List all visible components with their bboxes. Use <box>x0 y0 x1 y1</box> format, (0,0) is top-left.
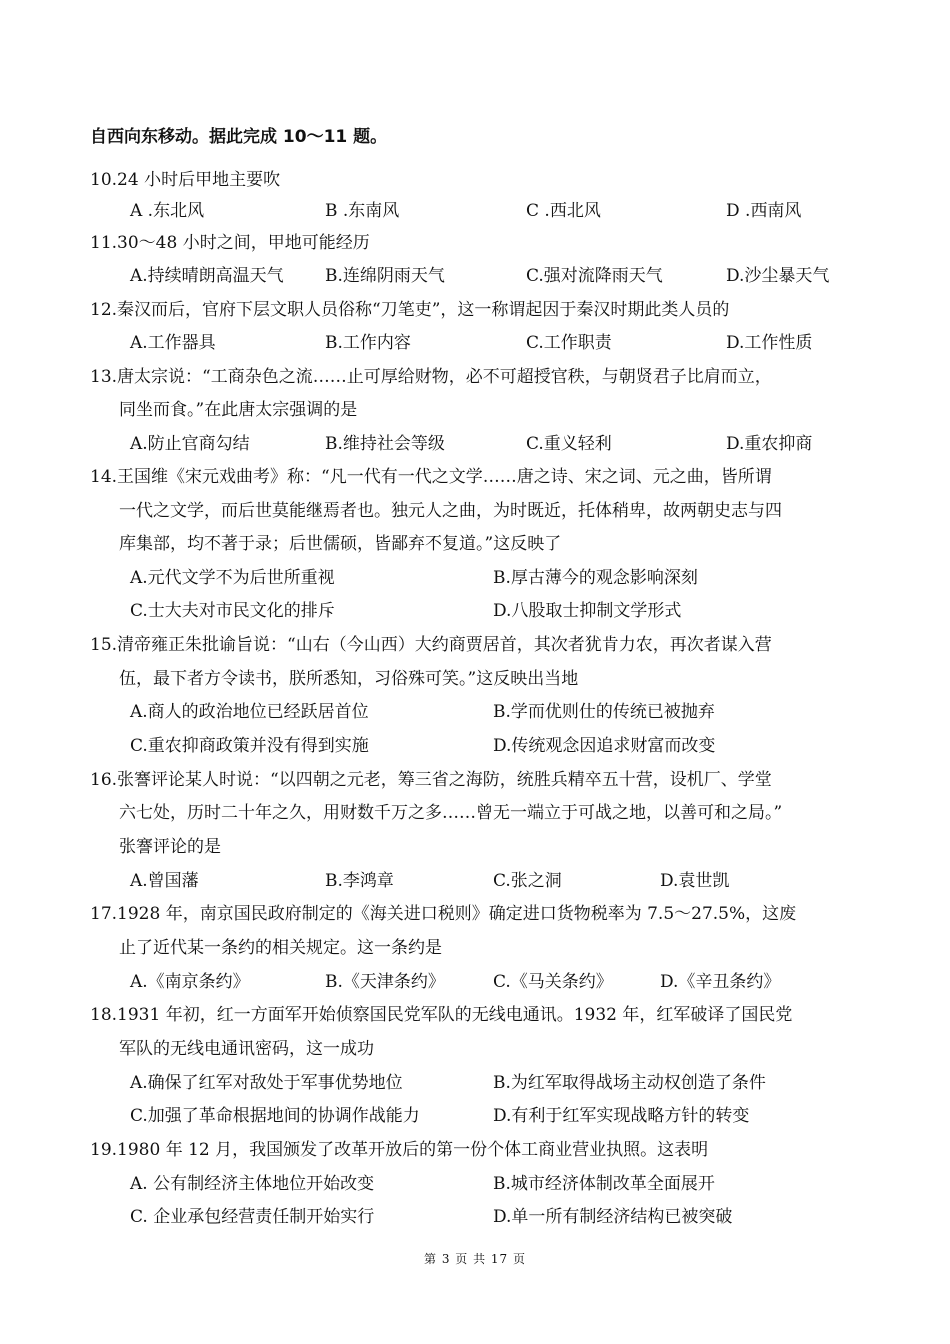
question-17-stem-line-2: 止了近代某一条约的相关规定。这一条约是 <box>119 938 442 958</box>
q10-option-c: C .西北风 <box>526 201 601 221</box>
question-19-stem: 19.1980 年 12 月，我国颁发了改革开放后的第一份个体工商业营业执照。这表明 <box>90 1140 709 1160</box>
q17-option-a: A.《南京条约》 <box>130 972 250 992</box>
q18-option-d: D.有利于红军实现战略方针的转变 <box>493 1106 750 1126</box>
q12-option-c: C.工作职责 <box>526 333 612 353</box>
q19-option-a: A. 公有制经济主体地位开始改变 <box>130 1174 375 1194</box>
question-10-stem: 10.24 小时后甲地主要吹 <box>90 170 281 190</box>
question-18-stem-line-1: 18.1931 年初，红一方面军开始侦察国民党军队的无线电通讯。1932 年，红军破译了国民党 <box>90 1005 793 1025</box>
q19-option-b: B.城市经济体制改革全面展开 <box>493 1174 715 1194</box>
q18-option-a: A.确保了红军对敌处于军事优势地位 <box>130 1073 403 1093</box>
question-14-stem-line-1: 14.王国维《宋元戏曲考》称：“凡一代有一代之文学……唐之诗、宋之词、元之曲，皆所谓 <box>90 467 772 487</box>
q16-option-b: B.李鸿章 <box>325 871 394 891</box>
q13-option-d: D.重农抑商 <box>726 434 813 454</box>
question-11-stem: 11.30～48 小时之间，甲地可能经历 <box>90 233 370 253</box>
q11-option-b: B.连绵阴雨天气 <box>325 266 445 286</box>
q15-option-c: C.重农抑商政策并没有得到实施 <box>130 736 369 756</box>
q19-option-c: C. 企业承包经营责任制开始实行 <box>130 1207 375 1227</box>
q14-option-d: D.八股取士抑制文学形式 <box>493 601 682 621</box>
q18-option-b: B.为红军取得战场主动权创造了条件 <box>493 1073 766 1093</box>
q11-option-d: D.沙尘暴天气 <box>726 266 830 286</box>
q13-option-b: B.维持社会等级 <box>325 434 445 454</box>
q12-option-d: D.工作性质 <box>726 333 813 353</box>
question-13-stem-line-1: 13.唐太宗说：“工商杂色之流……止可厚给财物，必不可超授官秩，与朝贤君子比肩而立， <box>90 367 772 387</box>
question-15-stem-line-2: 伍，最下者方令读书，朕所悉知，习俗殊可笑。”这反映出当地 <box>119 669 579 689</box>
q12-option-b: B.工作内容 <box>325 333 411 353</box>
q18-option-c: C.加强了革命根据地间的协调作战能力 <box>130 1106 420 1126</box>
q15-option-d: D.传统观念因追求财富而改变 <box>493 736 716 756</box>
q15-option-a: A.商人的政治地位已经跃居首位 <box>130 702 369 722</box>
q16-option-a: A.曾国藩 <box>130 871 199 891</box>
q14-option-c: C.士大夫对市民文化的排斥 <box>130 601 335 621</box>
q11-option-c: C.强对流降雨天气 <box>526 266 663 286</box>
question-18-stem-line-2: 军队的无线电通讯密码，这一成功 <box>119 1039 374 1059</box>
q15-option-b: B.学而优则仕的传统已被抛弃 <box>493 702 715 722</box>
q17-option-c: C.《马关条约》 <box>493 972 613 992</box>
question-17-stem-line-1: 17.1928 年，南京国民政府制定的《海关进口税则》确定进口货物税率为 7.5～27.5%，这废 <box>90 904 797 924</box>
question-13-stem-line-2: 同坐而食。”在此唐太宗强调的是 <box>119 400 358 420</box>
q10-option-a: A .东北风 <box>130 201 205 221</box>
question-14-stem-line-3: 库集部，均不著于录；后世儒硕，皆鄙弃不复道。”这反映了 <box>119 534 562 554</box>
q16-option-c: C.张之洞 <box>493 871 562 891</box>
q14-option-b: B.厚古薄今的观念影响深刻 <box>493 568 698 588</box>
q10-option-b: B .东南风 <box>325 201 400 221</box>
q14-option-a: A.元代文学不为后世所重视 <box>130 568 335 588</box>
question-16-stem-line-2: 六七处，历时二十年之久，用财数千万之多……曾无一端立于可战之地，以善可和之局。” <box>119 803 783 823</box>
q12-option-a: A.工作器具 <box>130 333 216 353</box>
q17-option-b: B.《天津条约》 <box>325 972 445 992</box>
question-14-stem-line-2: 一代之文学，而后世莫能继焉者也。独元人之曲，为时既近，托体稍卑，故两朝史志与四 <box>119 501 782 521</box>
page-footer: 第 3 页 共 17 页 <box>424 1252 526 1266</box>
question-16-stem-line-1: 16.张謇评论某人时说：“以四朝之元老，筹三省之海防，统胜兵精卒五十营，设机厂、学堂 <box>90 770 772 790</box>
q13-option-c: C.重义轻利 <box>526 434 612 454</box>
q11-option-a: A.持续晴朗高温天气 <box>130 266 284 286</box>
question-15-stem-line-1: 15.清帝雍正朱批谕旨说：“山右（今山西）大约商贾居首，其次者犹肯力农，再次者谋入营 <box>90 635 772 655</box>
q16-option-d: D.袁世凯 <box>660 871 730 891</box>
question-12-stem: 12.秦汉而后，官府下层文职人员俗称“刀笔吏”，这一称谓起因于秦汉时期此类人员的 <box>90 300 730 320</box>
q17-option-d: D.《辛丑条约》 <box>660 972 781 992</box>
q10-option-d: D .西南风 <box>726 201 802 221</box>
question-16-stem-line-3: 张謇评论的是 <box>119 837 221 857</box>
section-intro: 自西向东移动。据此完成 10～11 题。 <box>90 127 388 147</box>
q19-option-d: D.单一所有制经济结构已被突破 <box>493 1207 733 1227</box>
q13-option-a: A.防止官商勾结 <box>130 434 250 454</box>
